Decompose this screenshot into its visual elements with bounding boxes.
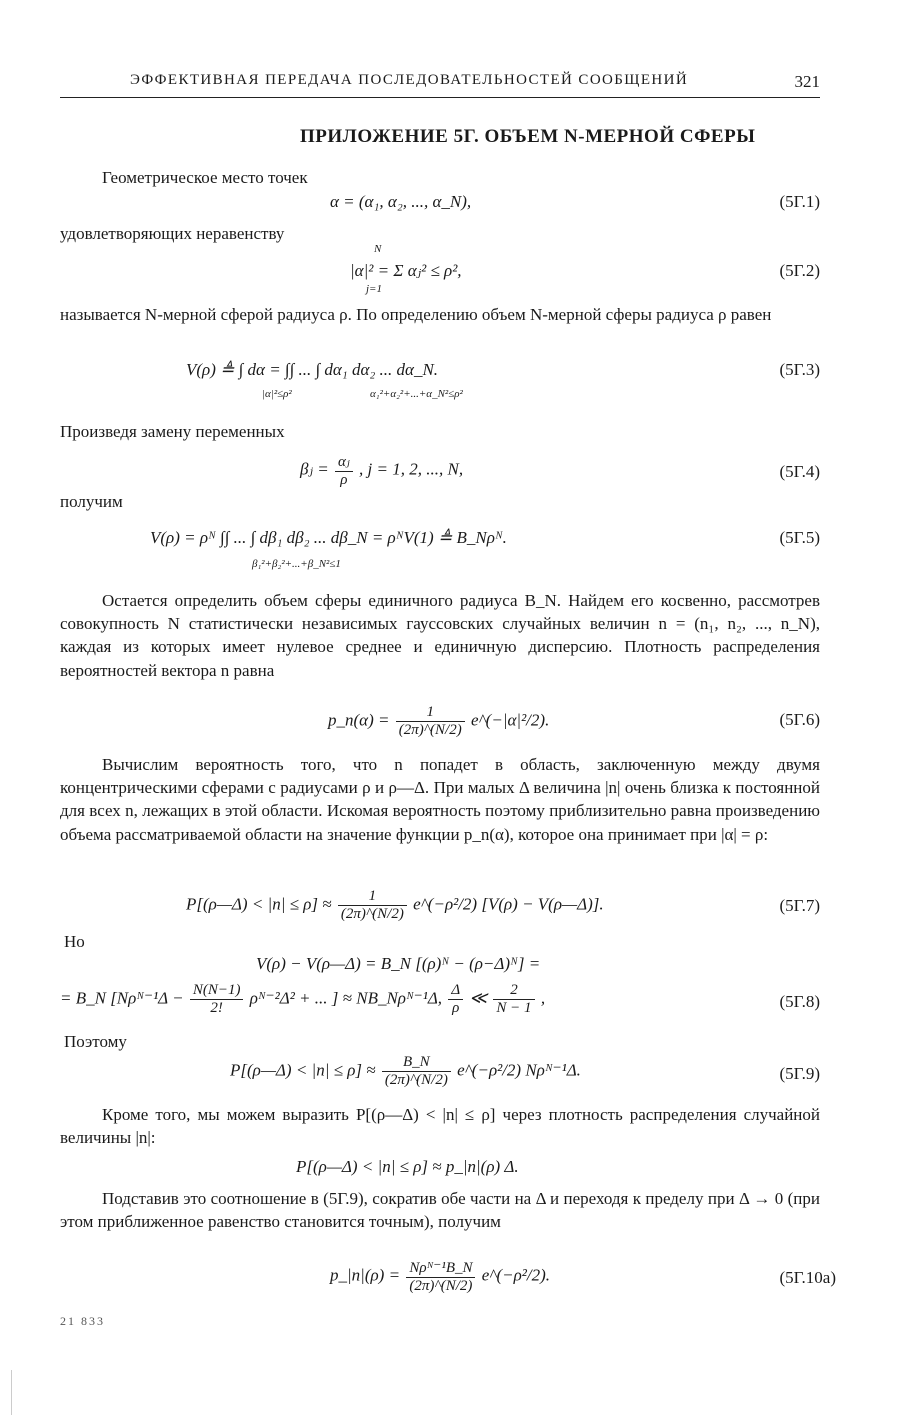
paragraph-11-text: Подставив это соотношение в (5Г.9), сократив обе части на Δ и переходя к пределу при Δ → 0 (при этом приближенное равенство становится точным), получим xyxy=(60,1189,820,1232)
eq8-denominator-1: 2! xyxy=(210,1000,223,1016)
paragraph-3: называется N-мерной сферой радиуса ρ. По определению объем N-мерной сферы радиуса ρ равен xyxy=(60,305,772,324)
eq9-lhs: P[(ρ—Δ) < |n| ≤ ρ] ≈ xyxy=(230,1060,376,1080)
eq8-comma: , xyxy=(540,988,546,1008)
eq6-fraction xyxy=(396,704,465,739)
eq10a-lhs: p_|n|(ρ) = xyxy=(330,1265,401,1285)
equation-number-5g1: (5Г.1) xyxy=(779,192,820,211)
sum-upper-limit: N xyxy=(374,243,382,255)
paragraph-11 xyxy=(60,1187,820,1233)
paragraph-10-text: Кроме того, мы можем выразить P[(ρ—Δ) < |n| ≤ ρ] через плотность распределения случайной величины |n|: xyxy=(60,1105,820,1148)
eq4-lhs: βⱼ = xyxy=(300,459,329,479)
equation-number-5g8: (5Г.8) xyxy=(779,992,820,1011)
scan-margin-line xyxy=(11,1370,12,1415)
eq8-numerator-3: 2 xyxy=(493,982,534,1000)
eq8-fraction-1 xyxy=(190,982,244,1017)
equation-number-5g4: (5Г.4) xyxy=(779,462,820,481)
eq9-denominator: (2π)^(N/2) xyxy=(384,1072,448,1088)
header-rule xyxy=(60,97,820,98)
integral-domain-1: |α|²≤ρ² xyxy=(262,388,292,400)
equation-number-5g10a: (5Г.10а) xyxy=(779,1268,836,1287)
paragraph-7-text: Вычислим вероятность того, что n попадет в область, заключенную между двумя концентрическими сферами с радиусами ρ и ρ—Δ. При малых Δ величина |n| очень близка к постоянной для всех n, лежащих в этой области. Искомая вероятность поэтому приблизительно равна произведению объема рассматриваемой области на значение функции p_n(α), которое она принимает при |α| = ρ: xyxy=(60,755,820,844)
eq8-fraction-2 xyxy=(448,982,463,1017)
eq7-fraction xyxy=(338,888,407,923)
eq6-numerator: 1 xyxy=(396,704,465,722)
eq10a-denominator: (2π)^(N/2) xyxy=(409,1278,473,1294)
integral-domain-2: α₁²+α₂²+...+α_N²≤ρ² xyxy=(370,388,463,400)
equation-number-5g2: (5Г.2) xyxy=(779,261,820,280)
equation-number-5g9: (5Г.9) xyxy=(779,1064,820,1083)
eq10a-numerator: Nρᴺ⁻¹B_N xyxy=(406,1258,475,1278)
equation-number-5g6: (5Г.6) xyxy=(779,710,820,729)
equation-5g1: α = (α₁, α₂, ..., α_N), xyxy=(330,192,472,211)
paragraph-5: получим xyxy=(60,492,123,511)
section-title: ПРИЛОЖЕНИЕ 5Г. ОБЪЕМ N-МЕРНОЙ СФЕРЫ xyxy=(300,126,756,147)
eq7-numerator: 1 xyxy=(338,888,407,906)
paragraph-8: Но xyxy=(64,932,85,951)
page-number: 321 xyxy=(794,72,820,91)
paragraph-1: Геометрическое место точек xyxy=(102,168,308,187)
eq9-rhs: e^(−ρ²/2) Nρᴺ⁻¹Δ. xyxy=(457,1060,581,1080)
eq7-denominator: (2π)^(N/2) xyxy=(340,906,404,922)
equation-5g3: V(ρ) ≜ ∫ dα = ∫∫ ... ∫ dα₁ dα₂ ... dα_N. xyxy=(186,360,439,379)
equation-number-5g7: (5Г.7) xyxy=(779,896,820,915)
eq4-fraction xyxy=(335,452,353,489)
eq7-lhs: P[(ρ—Δ) < |n| ≤ ρ] ≈ xyxy=(186,894,332,914)
paragraph-6 xyxy=(60,589,820,682)
eq8-part1: = B_N [Nρᴺ⁻¹Δ − xyxy=(60,988,184,1008)
running-title: ЭФФЕКТИВНАЯ ПЕРЕДАЧА ПОСЛЕДОВАТЕЛЬНОСТЕЙ СООБЩЕНИЙ xyxy=(130,72,689,88)
eq9-numerator: B_N xyxy=(382,1054,451,1072)
eq4-numerator: αⱼ xyxy=(335,452,353,472)
equation-5g7 xyxy=(186,888,604,923)
paragraph-6-text: Остается определить объем сферы единичного радиуса B_N. Найдем его косвенно, рассмотрев совокупность N статистически независимых гауссовских случайных величин n = (n₁, n₂, ..., n_N), каждая из которых имеет нулевое среднее и единичную дисперсию. Плотность распределения вероятностей вектора n равна xyxy=(60,591,820,680)
eq8-numerator-2: Δ xyxy=(448,982,463,1000)
eq6-lhs: p_n(α) = xyxy=(328,710,390,730)
equation-number-5g3: (5Г.3) xyxy=(779,360,820,379)
sum-lower-limit: j=1 xyxy=(366,283,382,295)
printer-signature: 21 833 xyxy=(60,1314,105,1328)
eq10a-fraction xyxy=(406,1258,475,1295)
eq9-fraction xyxy=(382,1054,451,1089)
eq8-numerator-1: N(N−1) xyxy=(190,982,244,1000)
equation-5g8-line1: V(ρ) − V(ρ—Δ) = B_N [(ρ)ᴺ − (ρ−Δ)ᴺ] = xyxy=(256,954,541,973)
equation-5g5: V(ρ) = ρᴺ ∫∫ ... ∫ dβ₁ dβ₂ ... dβ_N = ρᴺV(1) ≜ B_Nρᴺ. xyxy=(150,528,507,547)
eq8-part2: ρᴺ⁻²Δ² + ... ] ≈ NB_Nρᴺ⁻¹Δ, xyxy=(249,988,443,1008)
equation-5g8-line2 xyxy=(60,982,545,1017)
equation-number-5g5: (5Г.5) xyxy=(779,528,820,547)
eq8-denominator-2: ρ xyxy=(452,1000,460,1016)
paragraph-9: Поэтому xyxy=(64,1032,127,1051)
eq8-denominator-3: N − 1 xyxy=(496,1000,532,1016)
integral-domain-3: β₁²+β₂²+...+β_N²≤1 xyxy=(252,558,341,570)
running-header xyxy=(130,72,820,89)
eq4-denominator: ρ xyxy=(340,472,348,488)
eq6-denominator: (2π)^(N/2) xyxy=(398,722,462,738)
paragraph-2: удовлетворяющих неравенству xyxy=(60,224,285,243)
eq8-much-less: ≪ xyxy=(469,988,488,1008)
equation-5g10a xyxy=(330,1258,550,1295)
paragraph-4: Произведя замену переменных xyxy=(60,422,285,441)
eq4-rhs: , j = 1, 2, ..., N, xyxy=(359,459,464,479)
paragraph-10 xyxy=(60,1103,820,1149)
equation-5g2: |α|² = Σ αⱼ² ≤ ρ², xyxy=(350,261,462,280)
eq10a-rhs: e^(−ρ²/2). xyxy=(481,1265,550,1285)
eq7-rhs: e^(−ρ²/2) [V(ρ) − V(ρ—Δ)]. xyxy=(413,894,604,914)
paragraph-7 xyxy=(60,753,820,846)
equation-5g9 xyxy=(230,1054,581,1089)
equation-5g4 xyxy=(300,452,463,489)
eq8-fraction-3 xyxy=(493,982,534,1017)
equation-5g-unnumbered: P[(ρ—Δ) < |n| ≤ ρ] ≈ p_|n|(ρ) Δ. xyxy=(296,1157,519,1176)
eq6-rhs: e^(−|α|²/2). xyxy=(470,710,550,730)
equation-5g6 xyxy=(328,704,549,739)
